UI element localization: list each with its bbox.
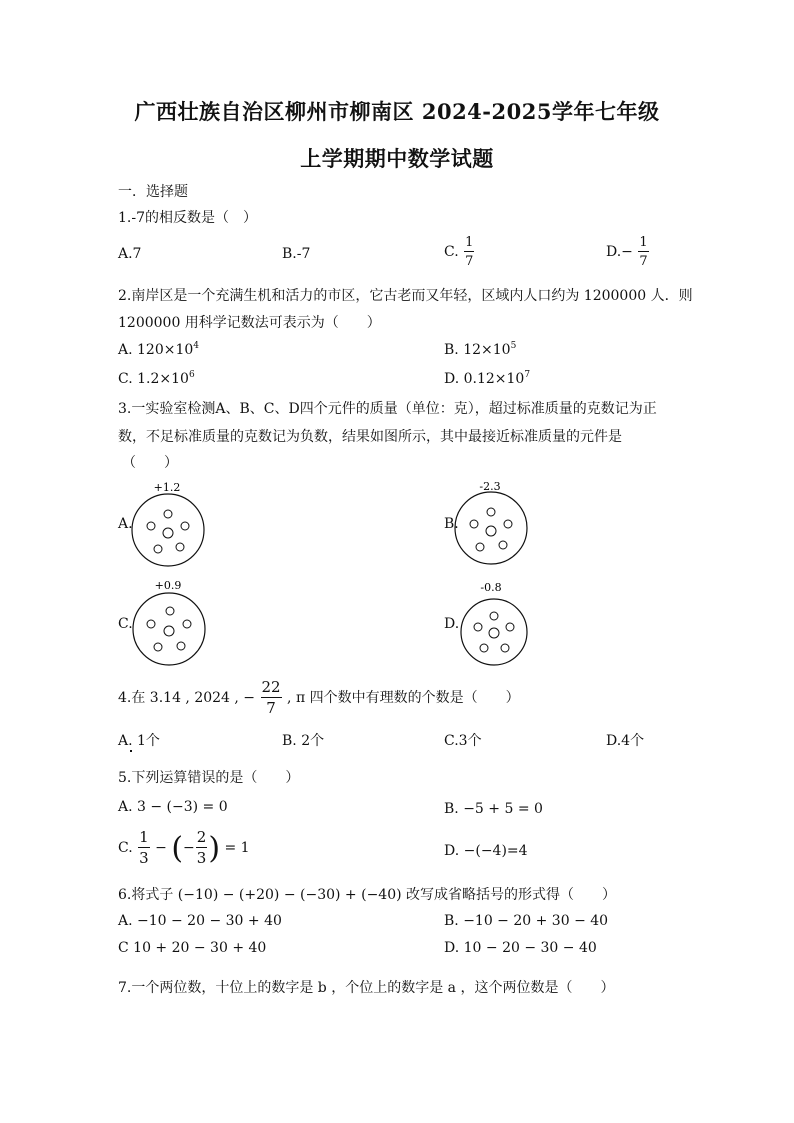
q5-option-c (118, 830, 250, 866)
q3-b-value: -2.3 (479, 480, 501, 493)
q5-option-d: D. −(−4)=4 (444, 843, 528, 859)
q2-line-2: 1200000 用科学记数法可表示为（ ） (118, 315, 381, 331)
q2-option-b (444, 341, 516, 358)
q1-option-d-prefix: D.− (606, 244, 633, 260)
component-a-outline (132, 494, 204, 566)
q7-stem: 7.一个两位数，十位上的数字是 b ，个位上的数字是 a ，这个两位数是（ ） (118, 980, 615, 996)
q5-c-fraction-2 (196, 830, 208, 866)
q3-figure-b (452, 478, 534, 570)
hole-center (163, 528, 173, 538)
q3-figure-c (130, 576, 212, 668)
q6-option-d: D. 10 − 20 − 30 − 40 (444, 940, 597, 956)
q3-line-1: 3.一实验室检测A、B、C、D四个元件的质量（单位：克），超过标准质量的克数记为正 (118, 401, 657, 417)
q3-figure-a (130, 478, 212, 570)
hole (183, 620, 191, 628)
hole (506, 623, 514, 631)
q3-figure-d (455, 576, 537, 668)
q1-option-c-prefix: C. (444, 244, 459, 260)
q2-a-exp: 4 (193, 341, 200, 351)
hole (501, 644, 509, 652)
component-b-outline (455, 492, 527, 564)
q6-option-b: B. −10 − 20 + 30 − 40 (444, 913, 609, 929)
q4-prefix: 4.在 3.14 , 2024 , − (118, 690, 256, 706)
hole (154, 545, 162, 553)
hole (490, 612, 498, 620)
hole (164, 510, 172, 518)
hole (480, 644, 488, 652)
q1-option-d (606, 236, 650, 268)
q4-numerator: 22 (261, 678, 281, 696)
q5-c-minus: − (155, 840, 167, 856)
q5-c-fraction-1 (138, 830, 150, 866)
q2-option-a (118, 341, 199, 358)
component-c-outline (133, 593, 205, 665)
q5-c-num-1: 1 (139, 828, 149, 846)
q2-line-1: 2.南岸区是一个充满生机和活力的市区，它古老而又年轻，区域内人口约为 1200000 人．则 (118, 288, 693, 304)
hole (147, 522, 155, 530)
section-heading: 一．选择题 (118, 184, 188, 200)
q2-d-exp: 7 (524, 370, 531, 380)
q3-d-label: D. (444, 616, 460, 632)
hole (470, 520, 478, 528)
title-line-2: 上学期期中数学试题 (300, 146, 494, 171)
q5-c-suffix: = 1 (224, 840, 250, 856)
q5-c-left-paren: ( (171, 831, 184, 866)
q4-option-c: C.3个 (444, 733, 482, 749)
q5-c-num-2: 2 (196, 828, 207, 846)
q5-c-prefix: C. (118, 840, 133, 856)
q4-option-a: A. 1个 (118, 733, 160, 749)
q2-option-d (444, 370, 530, 387)
q3-c-label: C. (118, 616, 133, 632)
q4-suffix: , π 四个数中有理数的个数是（ ） (287, 690, 520, 706)
hole (474, 623, 482, 631)
q5-c-right-paren: ) (208, 831, 221, 866)
q4-option-d: D.4个 (606, 733, 645, 749)
q1-option-c-fraction (464, 236, 474, 268)
q1-d-denominator: 7 (639, 254, 648, 269)
hole-center (489, 628, 499, 638)
q2-c-base: C. 1.2×10 (118, 371, 189, 387)
q2-a-base: A. 120×10 (118, 342, 194, 358)
hole (177, 642, 185, 650)
q3-a-value: +1.2 (153, 481, 181, 494)
q3-c-value: +0.9 (154, 579, 182, 592)
hole (166, 607, 174, 615)
q3-line-3: （ ） (122, 455, 178, 471)
q1-d-numerator: 1 (639, 235, 648, 250)
title-line-1: 广西壮族自治区柳州市柳南区 2024-2025学年七年级 (134, 99, 660, 124)
q6-option-c: C 10 + 20 − 30 + 40 (118, 940, 267, 956)
q4-option-b: B. 2个 (282, 733, 325, 749)
component-d-outline (461, 599, 527, 665)
hole (499, 541, 507, 549)
hole (487, 508, 495, 516)
dot-mark (130, 750, 132, 752)
q3-b-label: B. (444, 516, 459, 532)
hole (147, 620, 155, 628)
q3-d-value: -0.8 (480, 581, 502, 594)
q2-b-base: B. 12×10 (444, 342, 511, 358)
q2-option-c (118, 370, 195, 387)
q1-option-c (444, 236, 475, 268)
q2-c-exp: 6 (188, 370, 195, 380)
q5-c-den-1: 3 (139, 849, 149, 867)
hole (154, 643, 162, 651)
q2-d-base: D. 0.12×10 (444, 371, 525, 387)
q1-c-numerator: 1 (465, 235, 474, 250)
hole (476, 543, 484, 551)
q6-option-a: A. −10 − 20 − 30 + 40 (118, 913, 282, 929)
q5-option-b: B. −5 + 5 = 0 (444, 801, 543, 817)
hole-center (486, 526, 496, 536)
hole (176, 543, 184, 551)
q5-stem: 5.下列运算错误的是（ ） (118, 770, 300, 786)
q5-option-a: A. 3 − (−3) = 0 (118, 799, 228, 815)
q6-stem: 6.将式子 (−10) − (+20) − (−30) + (−40) 改写成省略括号的形式得（ ） (118, 887, 617, 903)
q1-option-d-fraction (638, 236, 648, 268)
q5-c-inner-minus: − (183, 840, 195, 856)
q3-a-label: A. (118, 516, 133, 532)
q4-fraction (261, 680, 282, 716)
q2-b-exp: 5 (510, 341, 517, 351)
q4-stem (118, 680, 520, 716)
q3-line-2: 数，不足标准质量的克数记为负数，结果如图所示，其中最接近标准质量的元件是 (118, 429, 622, 445)
q1-option-a: A.7 (118, 246, 142, 262)
q4-denominator: 7 (266, 699, 276, 717)
q1-c-denominator: 7 (465, 254, 474, 269)
q5-c-den-2: 3 (196, 849, 207, 867)
hole (504, 520, 512, 528)
hole-center (164, 626, 174, 636)
q1-option-b: B.-7 (282, 246, 311, 262)
hole (181, 522, 189, 530)
q1-stem: 1.-7的相反数是（ ） (118, 210, 257, 226)
